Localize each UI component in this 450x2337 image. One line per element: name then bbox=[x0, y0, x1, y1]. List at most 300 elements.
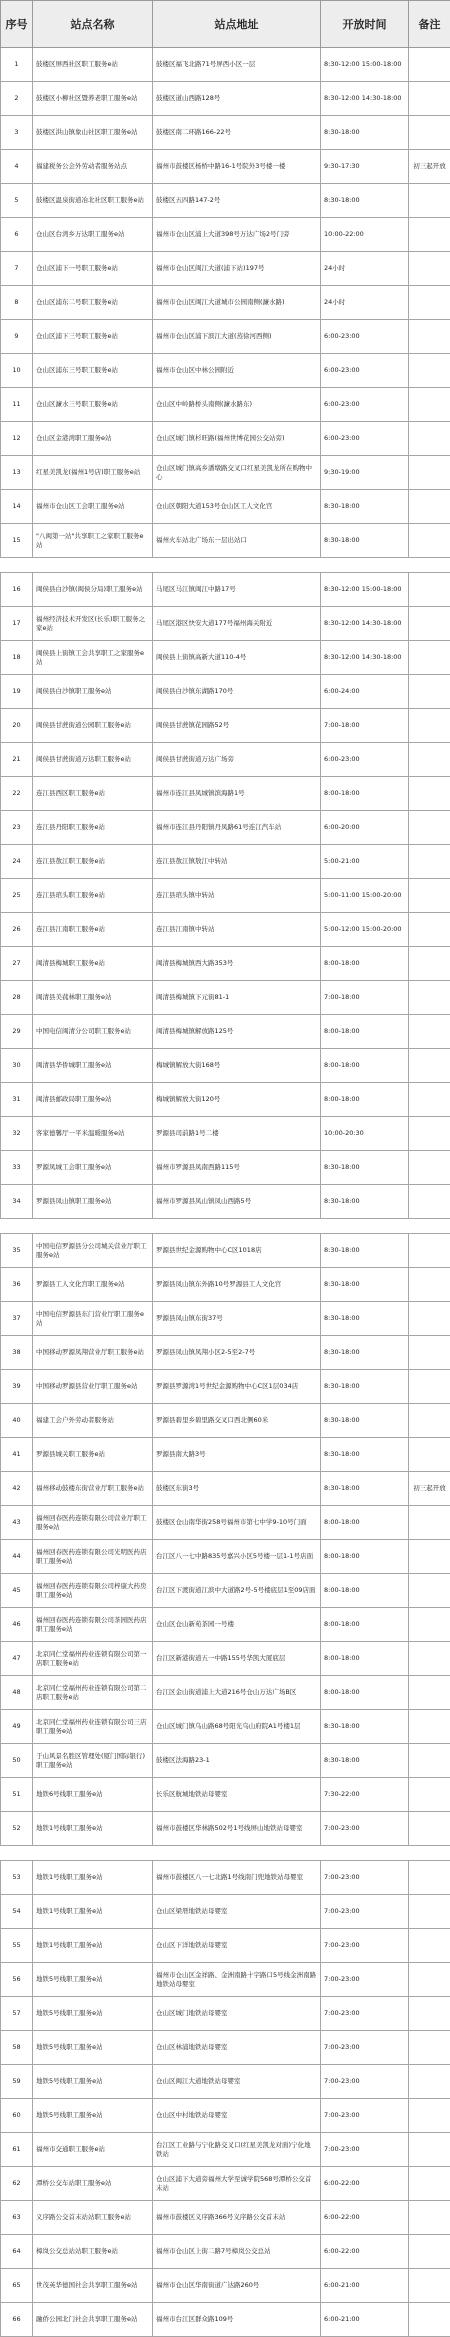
cell-address: 福州市连江县凤城镇滨海路1号 bbox=[153, 777, 321, 811]
cell-remark bbox=[409, 1117, 450, 1151]
table-row bbox=[1, 2201, 450, 2235]
cell-time: 5:00-11:00 15:00-20:00 bbox=[321, 879, 409, 913]
cell-time: 6:00-23:00 bbox=[321, 743, 409, 777]
cell-address: 仓山区朝阳大道153号仓山区工人文化宫 bbox=[153, 490, 321, 524]
cell-address: 福州市仓山区中林公园附近 bbox=[153, 354, 321, 388]
cell-address: 闽清县梅城镇解放路125号 bbox=[153, 1015, 321, 1049]
cell-address: 福州市台江区群众路109号 bbox=[153, 2303, 321, 2337]
cell-remark bbox=[409, 1642, 450, 1676]
cell-no: 44 bbox=[1, 1540, 33, 1574]
cell-time: 8:00-18:00 bbox=[321, 1642, 409, 1676]
cell-time: 8:00-18:00 bbox=[321, 1049, 409, 1083]
cell-name: 地铁1号线职工服务e站 bbox=[33, 1929, 153, 1963]
cell-name: 闽侯县上街镇工会共享职工之家服务e站 bbox=[33, 641, 153, 675]
table-row bbox=[1, 1642, 450, 1676]
cell-name: 鼓楼区屏西社区职工服务e站 bbox=[33, 48, 153, 82]
cell-no: 55 bbox=[1, 1929, 33, 1963]
cell-address: 罗源县凤山镇凤翔小区2-5至2-7号 bbox=[153, 1336, 321, 1370]
cell-address: 鼓楼区东街3号 bbox=[153, 1472, 321, 1506]
cell-no: 34 bbox=[1, 1185, 33, 1219]
cell-name: 罗源凤城工会职工服务e站 bbox=[33, 1151, 153, 1185]
cell-remark bbox=[409, 2133, 450, 2167]
cell-time: 8:00-18:00 bbox=[321, 947, 409, 981]
cell-name: 世茂英华德国社会共享职工服务e站 bbox=[33, 2269, 153, 2303]
cell-name: 福州市仓山区工会职工服务e站 bbox=[33, 490, 153, 524]
cell-time: 9:30-17:30 bbox=[321, 150, 409, 184]
header-address: 站点地址 bbox=[153, 1, 321, 48]
cell-time: 6:00-22:00 bbox=[321, 2167, 409, 2201]
cell-remark bbox=[409, 524, 450, 558]
cell-address: 福州市仓山区金祥路、金洲南路十字路口5号线金洲南路地铁站母婴室 bbox=[153, 1963, 321, 1997]
cell-remark bbox=[409, 1861, 450, 1895]
cell-remark bbox=[409, 913, 450, 947]
cell-remark bbox=[409, 709, 450, 743]
cell-name: 福州回春医药连锁有限公司光明医药店职工服务e站 bbox=[33, 1540, 153, 1574]
cell-remark bbox=[409, 1574, 450, 1608]
cell-time: 6:00-23:00 bbox=[321, 354, 409, 388]
table-row bbox=[1, 48, 450, 82]
cell-address: 仓山区仓山新苑茶园一号楼 bbox=[153, 1608, 321, 1642]
cell-name: 樟岚公交总站站职工服务e站 bbox=[33, 2235, 153, 2269]
table-row bbox=[1, 1506, 450, 1540]
cell-no: 66 bbox=[1, 2303, 33, 2337]
page-gap bbox=[1, 1846, 450, 1861]
cell-name: 北京同仁堂福州药业连锁有限公司第一店职工服务e站 bbox=[33, 1642, 153, 1676]
cell-name: 福州经济技术开发区(长乐)职工服务之家e站 bbox=[33, 607, 153, 641]
cell-remark bbox=[409, 1268, 450, 1302]
cell-address: 仓山区城门镇乌山路68号阳光乌山府院A1号楼1层 bbox=[153, 1710, 321, 1744]
table-row bbox=[1, 913, 450, 947]
cell-name: 闽清县邮政局职工服务e站 bbox=[33, 1083, 153, 1117]
page-gap-cell bbox=[1, 558, 450, 573]
table-row bbox=[1, 2031, 450, 2065]
cell-remark bbox=[409, 845, 450, 879]
cell-time: 7:00-23:00 bbox=[321, 2099, 409, 2133]
cell-time: 8:30-18:00 bbox=[321, 1438, 409, 1472]
cell-no: 13 bbox=[1, 456, 33, 490]
table-row bbox=[1, 641, 450, 675]
cell-remark bbox=[409, 1997, 450, 2031]
table-row bbox=[1, 1083, 450, 1117]
cell-time: 8:30-18:00 bbox=[321, 524, 409, 558]
cell-time: 7:00-18:00 bbox=[321, 981, 409, 1015]
cell-remark bbox=[409, 2167, 450, 2201]
cell-remark bbox=[409, 1015, 450, 1049]
cell-name: 义序路公交首末站站职工服务e站 bbox=[33, 2201, 153, 2235]
cell-time: 8:30-12:00 14:30-18:00 bbox=[321, 82, 409, 116]
cell-name: 连江县敖江职工服务e站 bbox=[33, 845, 153, 879]
table-row bbox=[1, 1778, 450, 1812]
cell-remark bbox=[409, 743, 450, 777]
cell-address: 福州市仓山区浦下滨江大道(蒸徐河西侧) bbox=[153, 320, 321, 354]
cell-address: 长乐区航城地铁站母婴室 bbox=[153, 1778, 321, 1812]
cell-remark bbox=[409, 1812, 450, 1846]
cell-remark bbox=[409, 2303, 450, 2337]
table-row bbox=[1, 2269, 450, 2303]
cell-name: 于山风景名胜区管理处(厦门国际银行)职工服务e站 bbox=[33, 1744, 153, 1778]
table-row bbox=[1, 116, 450, 150]
cell-no: 3 bbox=[1, 116, 33, 150]
cell-no: 32 bbox=[1, 1117, 33, 1151]
cell-name: 北京同仁堂福州药业连锁有限公司第二店职工服务e站 bbox=[33, 1676, 153, 1710]
cell-no: 48 bbox=[1, 1676, 33, 1710]
cell-time: 8:00-18:00 bbox=[321, 1506, 409, 1540]
cell-address: 罗源县南大路3号 bbox=[153, 1438, 321, 1472]
cell-name: 地铁5号线职工服务e站 bbox=[33, 2065, 153, 2099]
cell-remark bbox=[409, 573, 450, 607]
cell-remark bbox=[409, 675, 450, 709]
table-row bbox=[1, 2099, 450, 2133]
cell-no: 41 bbox=[1, 1438, 33, 1472]
cell-time: 8:30-18:00 bbox=[321, 1302, 409, 1336]
cell-remark bbox=[409, 82, 450, 116]
cell-time: 7:00-23:00 bbox=[321, 1861, 409, 1895]
cell-time: 8:30-12:00 14:30-18:00 bbox=[321, 641, 409, 675]
cell-no: 51 bbox=[1, 1778, 33, 1812]
cell-time: 8:00-18:00 bbox=[321, 777, 409, 811]
cell-address: 仓山区城门地铁站母婴室 bbox=[153, 1997, 321, 2031]
table-row bbox=[1, 252, 450, 286]
cell-no: 53 bbox=[1, 1861, 33, 1895]
cell-address: 鼓楼区五四路147-2号 bbox=[153, 184, 321, 218]
cell-no: 1 bbox=[1, 48, 33, 82]
cell-name: 仓山区浦东三号职工服务e站 bbox=[33, 354, 153, 388]
cell-remark bbox=[409, 1710, 450, 1744]
cell-name: 连江县丹阳职工服务e站 bbox=[33, 811, 153, 845]
cell-address: 连江县琯头镇中转站 bbox=[153, 879, 321, 913]
cell-remark bbox=[409, 2065, 450, 2099]
cell-time: 7:00-23:00 bbox=[321, 2031, 409, 2065]
cell-address: 仓山区闽江大道地铁站母婴室 bbox=[153, 2065, 321, 2099]
cell-no: 54 bbox=[1, 1895, 33, 1929]
cell-name: 福州回春医药连锁有限公司营业厅职工服务e站 bbox=[33, 1506, 153, 1540]
cell-remark bbox=[409, 456, 450, 490]
cell-address: 闽侯县甘蔗镇花园路52号 bbox=[153, 709, 321, 743]
cell-time: 6:00-21:00 bbox=[321, 2269, 409, 2303]
cell-name: 地铁5号线职工服务e站 bbox=[33, 2099, 153, 2133]
cell-remark bbox=[409, 1370, 450, 1404]
cell-time: 8:30-12:00 15:00-18:00 bbox=[321, 573, 409, 607]
table-row bbox=[1, 354, 450, 388]
table-header-row bbox=[1, 1, 450, 48]
cell-address: 福州市罗源县凤山镇凤山西路5号 bbox=[153, 1185, 321, 1219]
table-row bbox=[1, 2133, 450, 2167]
cell-remark bbox=[409, 1049, 450, 1083]
cell-name: 福建工会户外劳动者服务站 bbox=[33, 1404, 153, 1438]
cell-time: 7:00-23:00 bbox=[321, 1895, 409, 1929]
table-row bbox=[1, 1895, 450, 1929]
cell-remark bbox=[409, 286, 450, 320]
cell-name: 闽清县梅城职工服务e站 bbox=[33, 947, 153, 981]
cell-time: 6:00-23:00 bbox=[321, 320, 409, 354]
cell-time: 8:30-18:00 bbox=[321, 1268, 409, 1302]
cell-name: 中国电信罗源县分公司城关营业厅职工服务e站 bbox=[33, 1234, 153, 1268]
cell-remark bbox=[409, 354, 450, 388]
cell-name: 闽清县华侨城职工服务e站 bbox=[33, 1049, 153, 1083]
cell-no: 60 bbox=[1, 2099, 33, 2133]
cell-no: 38 bbox=[1, 1336, 33, 1370]
cell-no: 50 bbox=[1, 1744, 33, 1778]
cell-time: 8:00-18:00 bbox=[321, 1540, 409, 1574]
cell-no: 16 bbox=[1, 573, 33, 607]
table-row bbox=[1, 743, 450, 777]
table-row bbox=[1, 1472, 450, 1506]
cell-remark: 初三起开放 bbox=[409, 150, 450, 184]
cell-no: 28 bbox=[1, 981, 33, 1015]
table-row bbox=[1, 1744, 450, 1778]
cell-address: 仓山区城门镇高乡潘墩路交叉口红星美凯龙所在购物中心 bbox=[153, 456, 321, 490]
cell-no: 25 bbox=[1, 879, 33, 913]
cell-address: 罗源县罗源湾1号世纪金源购物中心C区1层034店 bbox=[153, 1370, 321, 1404]
cell-name: 罗源县工人文化宫职工服务e站 bbox=[33, 1268, 153, 1302]
table-row bbox=[1, 1861, 450, 1895]
table-row bbox=[1, 422, 450, 456]
cell-address: 福州市罗源县凤南西路115号 bbox=[153, 1151, 321, 1185]
cell-remark bbox=[409, 879, 450, 913]
cell-remark bbox=[409, 1778, 450, 1812]
cell-remark bbox=[409, 1234, 450, 1268]
cell-name: 仓山区浦东二号职工服务e站 bbox=[33, 286, 153, 320]
cell-address: 福州市连江县丹阳镇丹凤路61号连江汽车站 bbox=[153, 811, 321, 845]
cell-address: 仓山区中岭路桥头南侧(濂水路东) bbox=[153, 388, 321, 422]
cell-no: 61 bbox=[1, 2133, 33, 2167]
cell-no: 52 bbox=[1, 1812, 33, 1846]
cell-remark bbox=[409, 388, 450, 422]
table-row bbox=[1, 1574, 450, 1608]
cell-time: 7:00-23:00 bbox=[321, 1812, 409, 1846]
cell-no: 10 bbox=[1, 354, 33, 388]
cell-name: 潭桥公交车站职工服务e站 bbox=[33, 2167, 153, 2201]
cell-time: 8:00-18:00 bbox=[321, 1015, 409, 1049]
cell-name: 福州移动鼓楼东街营业厅职工服务e站 bbox=[33, 1472, 153, 1506]
cell-remark bbox=[409, 1404, 450, 1438]
cell-time: 8:30-18:00 bbox=[321, 1744, 409, 1778]
table-row bbox=[1, 845, 450, 879]
table-row bbox=[1, 524, 450, 558]
table-row bbox=[1, 1710, 450, 1744]
cell-name: 地铁5号线职工服务e站 bbox=[33, 1997, 153, 2031]
cell-name: 闽侯县白沙镇职工服务e站 bbox=[33, 675, 153, 709]
cell-remark bbox=[409, 1744, 450, 1778]
cell-name: 闽侯县白沙镇(闽侯分局)职工服务e站 bbox=[33, 573, 153, 607]
cell-no: 46 bbox=[1, 1608, 33, 1642]
cell-no: 33 bbox=[1, 1151, 33, 1185]
cell-no: 63 bbox=[1, 2201, 33, 2235]
cell-name: 地铁1号线职工服务e站 bbox=[33, 1812, 153, 1846]
cell-remark bbox=[409, 2235, 450, 2269]
cell-no: 43 bbox=[1, 1506, 33, 1540]
cell-remark bbox=[409, 2031, 450, 2065]
cell-address: 仓山区城门镇杉旺路(福州世博花园公交站旁) bbox=[153, 422, 321, 456]
table-row bbox=[1, 1812, 450, 1846]
cell-remark bbox=[409, 811, 450, 845]
cell-address: 闽侯县上街镇高新大道110-4号 bbox=[153, 641, 321, 675]
cell-address: 仓山区林浦地铁站母婴室 bbox=[153, 2031, 321, 2065]
cell-address: 罗源县世纪金源购物中心C区1018店 bbox=[153, 1234, 321, 1268]
table-row bbox=[1, 1963, 450, 1997]
cell-no: 42 bbox=[1, 1472, 33, 1506]
cell-no: 15 bbox=[1, 524, 33, 558]
cell-no: 30 bbox=[1, 1049, 33, 1083]
header-name: 站点名称 bbox=[33, 1, 153, 48]
cell-time: 7:30-22:00 bbox=[321, 1778, 409, 1812]
cell-remark bbox=[409, 1506, 450, 1540]
table-row bbox=[1, 573, 450, 607]
cell-remark bbox=[409, 1438, 450, 1472]
cell-name: 罗源县城关职工服务e站 bbox=[33, 1438, 153, 1472]
cell-name: "八闽第一站"共享职工之家职工服务e站 bbox=[33, 524, 153, 558]
table-row bbox=[1, 1336, 450, 1370]
cell-name: 鼓楼区洪山镇象山社区职工服务e站 bbox=[33, 116, 153, 150]
cell-name: 鼓楼区温泉街道冶北社区职工服务e站 bbox=[33, 184, 153, 218]
cell-no: 37 bbox=[1, 1302, 33, 1336]
cell-time: 6:00-21:00 bbox=[321, 2303, 409, 2337]
cell-no: 64 bbox=[1, 2235, 33, 2269]
cell-name: 地铁1号线职工服务e站 bbox=[33, 1861, 153, 1895]
cell-remark bbox=[409, 1608, 450, 1642]
table-row bbox=[1, 1438, 450, 1472]
cell-address: 福州市仓山区浦上大道398号万达广场2号门旁 bbox=[153, 218, 321, 252]
cell-no: 20 bbox=[1, 709, 33, 743]
cell-name: 福州回春医药连锁有限公司茶园医药店职工服务e站 bbox=[33, 1608, 153, 1642]
cell-no: 24 bbox=[1, 845, 33, 879]
cell-name: 闽侯县甘蔗街道公园职工服务e站 bbox=[33, 709, 153, 743]
cell-no: 2 bbox=[1, 82, 33, 116]
cell-name: 地铁5号线职工服务e站 bbox=[33, 1963, 153, 1997]
header-no: 序号 bbox=[1, 1, 33, 48]
table-row bbox=[1, 320, 450, 354]
cell-address: 仓山区梁厝地铁站母婴室 bbox=[153, 1895, 321, 1929]
cell-time: 24小时 bbox=[321, 252, 409, 286]
cell-remark bbox=[409, 218, 450, 252]
table-row bbox=[1, 82, 450, 116]
cell-address: 福州市仓山区上街二路7号樟岚公交总站 bbox=[153, 2235, 321, 2269]
cell-remark bbox=[409, 48, 450, 82]
cell-address: 台江区新港街道五一中路155号华凯大厦底层 bbox=[153, 1642, 321, 1676]
table-row bbox=[1, 1608, 450, 1642]
table-row bbox=[1, 1540, 450, 1574]
cell-name: 中国电信闽清分公司职工服务e站 bbox=[33, 1015, 153, 1049]
cell-time: 9:30-19:00 bbox=[321, 456, 409, 490]
cell-time: 5:00-12:00 15:00-20:00 bbox=[321, 913, 409, 947]
cell-name: 地铁6号线职工服务e站 bbox=[33, 1778, 153, 1812]
cell-time: 8:00-18:00 bbox=[321, 1574, 409, 1608]
cell-no: 57 bbox=[1, 1997, 33, 2031]
cell-address: 福州市鼓楼区义序路366号义序路公交首末站 bbox=[153, 2201, 321, 2235]
cell-address: 罗源县碧里乡碧里路交叉口西北侧60米 bbox=[153, 1404, 321, 1438]
cell-no: 35 bbox=[1, 1234, 33, 1268]
cell-name: 北京同仁堂福州药业连锁有限公司三店职工服务e站 bbox=[33, 1710, 153, 1744]
table-row bbox=[1, 981, 450, 1015]
cell-time: 7:00-23:00 bbox=[321, 1997, 409, 2031]
cell-name: 仓山区濂水三号职工服务e站 bbox=[33, 388, 153, 422]
cell-remark bbox=[409, 1540, 450, 1574]
cell-address: 福州市仓山区闽江大道(浦下站)197号 bbox=[153, 252, 321, 286]
cell-remark bbox=[409, 1336, 450, 1370]
table-row bbox=[1, 1997, 450, 2031]
cell-no: 17 bbox=[1, 607, 33, 641]
cell-remark bbox=[409, 2269, 450, 2303]
cell-no: 6 bbox=[1, 218, 33, 252]
cell-address: 福州市仓山区闽江大道城市公园南侧(濂水路) bbox=[153, 286, 321, 320]
cell-address: 仓山区中村地铁站母婴室 bbox=[153, 2099, 321, 2133]
cell-address: 马尾区马江镇闽江中路17号 bbox=[153, 573, 321, 607]
cell-address: 鼓楼区道山西路128号 bbox=[153, 82, 321, 116]
cell-address: 连江县敖江镇敖江中转站 bbox=[153, 845, 321, 879]
cell-no: 27 bbox=[1, 947, 33, 981]
cell-time: 5:00-21:00 bbox=[321, 845, 409, 879]
cell-time: 8:00-18:00 bbox=[321, 1608, 409, 1642]
table-row bbox=[1, 1117, 450, 1151]
cell-time: 10:00-20:30 bbox=[321, 1117, 409, 1151]
cell-no: 14 bbox=[1, 490, 33, 524]
table-row bbox=[1, 2235, 450, 2269]
cell-name: 闽清县美菰林职工服务e站 bbox=[33, 981, 153, 1015]
cell-no: 19 bbox=[1, 675, 33, 709]
cell-address: 台江区八一七中路835号嘉兴小区5号楼一层1-1号店面 bbox=[153, 1540, 321, 1574]
table-row bbox=[1, 1015, 450, 1049]
cell-address: 福州火车站北广场东一层出站口 bbox=[153, 524, 321, 558]
cell-time: 6:00-23:00 bbox=[321, 422, 409, 456]
cell-no: 21 bbox=[1, 743, 33, 777]
cell-remark bbox=[409, 252, 450, 286]
cell-time: 8:30-18:00 bbox=[321, 490, 409, 524]
table-row bbox=[1, 1049, 450, 1083]
cell-no: 9 bbox=[1, 320, 33, 354]
cell-address: 梅城镇解放大街120号 bbox=[153, 1083, 321, 1117]
table-row bbox=[1, 1185, 450, 1219]
cell-time: 6:00-22:00 bbox=[321, 2201, 409, 2235]
cell-time: 24小时 bbox=[321, 286, 409, 320]
table-row bbox=[1, 1404, 450, 1438]
cell-name: 福建税务公会外劳动者服务站点 bbox=[33, 150, 153, 184]
table-row bbox=[1, 1151, 450, 1185]
cell-name: 仓山区金港湾职工服务e站 bbox=[33, 422, 153, 456]
table-row bbox=[1, 1676, 450, 1710]
page-gap-cell bbox=[1, 1846, 450, 1861]
cell-name: 连江县西区职工服务e站 bbox=[33, 777, 153, 811]
cell-address: 台江区金山街道浦上大道216号仓山万达广场B区 bbox=[153, 1676, 321, 1710]
cell-name: 罗源县凤山镇职工服务e站 bbox=[33, 1185, 153, 1219]
cell-time: 7:00-23:00 bbox=[321, 1963, 409, 1997]
cell-name: 客家德馨厅一平米温暖服务e站 bbox=[33, 1117, 153, 1151]
cell-name: 连江县江南职工服务e站 bbox=[33, 913, 153, 947]
cell-name: 福州市交通职工服务e站 bbox=[33, 2133, 153, 2167]
cell-no: 4 bbox=[1, 150, 33, 184]
table-row bbox=[1, 218, 450, 252]
cell-no: 58 bbox=[1, 2031, 33, 2065]
table-row bbox=[1, 709, 450, 743]
cell-time: 8:30-18:00 bbox=[321, 116, 409, 150]
table-row bbox=[1, 2167, 450, 2201]
cell-address: 罗源县司前路1号二楼 bbox=[153, 1117, 321, 1151]
cell-address: 闽侯县白沙镇东湖路170号 bbox=[153, 675, 321, 709]
cell-no: 8 bbox=[1, 286, 33, 320]
cell-time: 7:00-23:00 bbox=[321, 1929, 409, 1963]
table-row bbox=[1, 150, 450, 184]
page-gap bbox=[1, 558, 450, 573]
table-row bbox=[1, 286, 450, 320]
cell-name: 闽侯县甘蔗街道万达职工服务e站 bbox=[33, 743, 153, 777]
table-row bbox=[1, 1234, 450, 1268]
cell-remark bbox=[409, 116, 450, 150]
cell-address: 福州市鼓楼区八一七北路1号线南门兜地铁站母婴室 bbox=[153, 1861, 321, 1895]
cell-time: 8:00-18:00 bbox=[321, 1676, 409, 1710]
cell-time: 6:00-24:00 bbox=[321, 675, 409, 709]
cell-time: 8:30-18:00 bbox=[321, 1710, 409, 1744]
cell-time: 6:00-22:00 bbox=[321, 2235, 409, 2269]
cell-time: 7:00-23:00 bbox=[321, 2065, 409, 2099]
